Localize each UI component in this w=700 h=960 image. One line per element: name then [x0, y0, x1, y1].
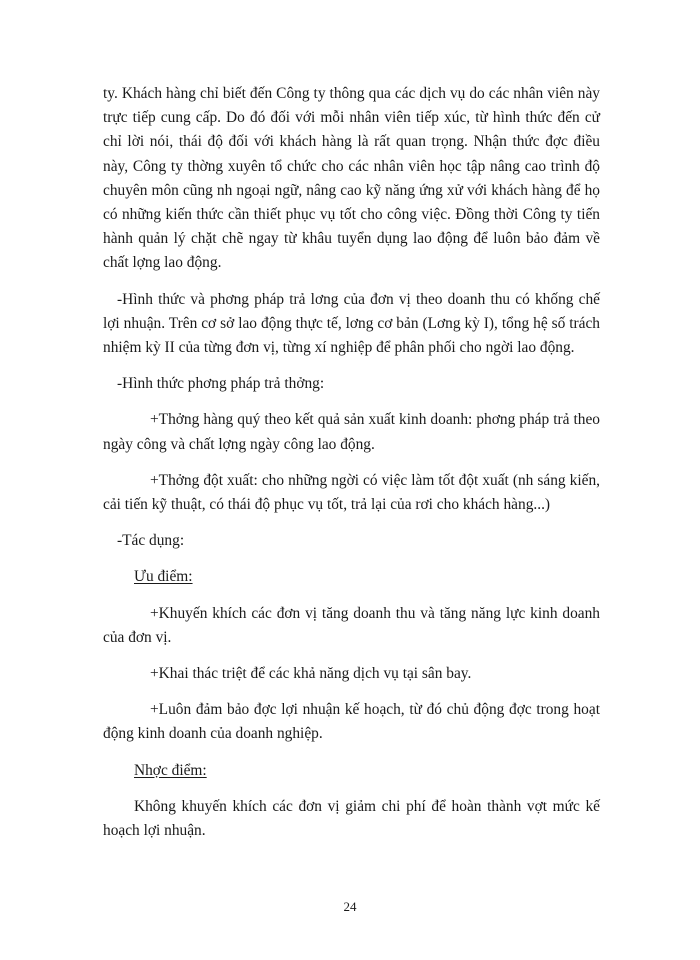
paragraph-staff-training: ty. Khách hàng chỉ biết đến Công ty thông qua các dịch vụ do các nhân viên này trực tiếp cung cấp. Do đó đối với mỗi nhân viên tiếp xúc, từ hình thức đến cử chỉ lời nói, thái độ đối với khách hàng là rất quan trọng. Nhận thức đợc điều này, Công ty thờng xuyên tổ chức cho các nhân viên học tập nâng cao trình độ chuyên môn cũng nh ngoại ngữ, nâng cao kỹ năng ứng xử với khách hàng để họ có những kiến thức cần thiết phục vụ tốt cho công việc. Đồng thời Công ty tiến hành quản lý chặt chẽ ngay từ khâu tuyển dụng lao động để luôn bảo đảm về chất lợng lao động.	[103, 85, 600, 272]
heading-advantages-text: Ưu điểm:	[134, 568, 193, 586]
heading-advantages	[134, 565, 600, 589]
paragraph-salary-method: -Hình thức và phơng pháp trả lơng của đơn vị theo doanh thu có khống chế lợi nhuận. Trên cơ sở lao động thực tế, lơng cơ bản (Lơng kỳ I), tổng hệ số trách nhiệm kỳ II của từng đơn vị, từng xí nghiệp để phân phối cho ngời lao động.	[103, 290, 600, 357]
document-body	[103, 82, 600, 855]
heading-disadvantages-text: Nhợc điểm:	[134, 761, 207, 779]
heading-disadvantages	[134, 759, 600, 783]
paragraph-special-bonus: +Thởng đột xuất: cho những ngời có việc làm tốt đột xuất (nh sáng kiến, cải tiến kỹ thuật, có thái độ phục vụ tốt, trả lại của rơi cho khách hàng...)	[103, 471, 600, 514]
paragraph-advantage-3: +Luôn đảm bảo đợc lợi nhuận kế hoạch, từ đó chủ động đợc trong hoạt động kinh doanh của doanh nghiệp.	[103, 701, 600, 743]
paragraph-disadvantage-1: Không khuyến khích các đơn vị giảm chi phí để hoàn thành vợt mức kế hoạch lợi nhuận.	[103, 797, 600, 840]
paragraph-effects: -Tác dụng:	[117, 532, 185, 550]
page-number: 24	[343, 899, 357, 914]
paragraph-bonus-method: -Hình thức phơng pháp trả thởng:	[117, 375, 325, 393]
paragraph-quarterly-bonus: +Thởng hàng quý theo kết quả sản xuất kinh doanh: phơng pháp trả theo ngày công và chất lợng ngày công lao động.	[103, 411, 600, 453]
paragraph-advantage-2: +Khai thác triệt để các khả năng dịch vụ tại sân bay.	[150, 665, 472, 683]
paragraph-advantage-1: +Khuyến khích các đơn vị tăng doanh thu và tăng năng lực kinh doanh của đơn vị.	[103, 604, 600, 646]
